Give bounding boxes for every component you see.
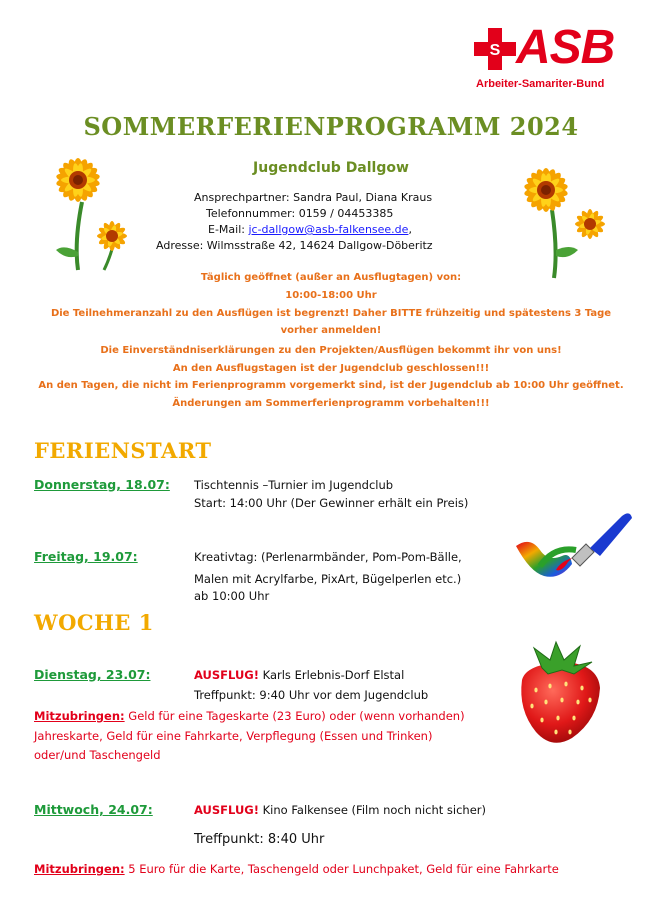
contact-phone: Telefonnummer: 0159 / 04453385 [206, 207, 394, 220]
notice-line: Täglich geöffnet (außer an Ausflugtagen) von: [200, 272, 462, 283]
day-label: Donnerstag, 18.07: [34, 477, 170, 492]
club-name: Jugendclub Dallgow [253, 160, 409, 176]
meeting-point: Treffpunkt: 9:40 Uhr vor dem Jugendclub [194, 688, 429, 702]
paintbrush-icon [510, 506, 636, 588]
meeting-point: Treffpunkt: 8:40 Uhr [194, 832, 325, 847]
bring-along-text: 5 Euro für die Karte, Taschengeld oder Lunchpaket, Geld für eine Fahrkarte [124, 862, 559, 876]
asb-cross-icon [474, 28, 516, 70]
day-activity-time: ab 10:00 Uhr [194, 589, 270, 603]
day-activity: Kreativtag: (Perlenarmbänder, Pom-Pom-Bälle, [194, 550, 462, 564]
day-activity-detail: Malen mit Acrylfarbe, PixArt, Bügelperlen etc.) [194, 572, 462, 586]
contact-person: Ansprechpartner: Sandra Paul, Diana Kraus [194, 191, 433, 204]
notice-line: vorher anmelden! [280, 325, 382, 336]
bring-along-label: Mitzubringen: [34, 709, 125, 723]
notice-line: Die Einverständniserklärungen zu den Projekten/Ausflügen bekommt ihr von uns! [100, 345, 562, 356]
section-heading-woche-1: WOCHE 1 [34, 610, 154, 635]
bring-along-row [34, 862, 559, 876]
day-label: Dienstag, 23.07: [34, 667, 151, 682]
asb-logo-subtitle: Arbeiter-Samariter-Bund [476, 78, 605, 90]
contact-email-label: E-Mail: [208, 223, 245, 236]
bring-along-label: Mitzubringen: [34, 862, 125, 876]
excursion-destination: Karls Erlebnis-Dorf Elstal [258, 668, 405, 682]
strawberry-icon [512, 640, 608, 750]
excursion-tag: AUSFLUG! [194, 803, 259, 817]
contact-email-row [208, 223, 412, 236]
bring-along-text: Geld für eine Tageskarte (23 Euro) oder (wenn vorhanden) [124, 709, 465, 723]
contact-email-link[interactable]: jc-dallgow@asb-falkensee.de [248, 223, 409, 236]
notice-line: Die Teilnehmeranzahl zu den Ausflügen ist begrenzt! Daher BITTE frühzeitig und spätestens 3 Tage [50, 308, 612, 319]
asb-logo-text: ASB [516, 21, 615, 74]
section-heading-ferienstart: FERIENSTART [34, 438, 212, 463]
day-label: Mittwoch, 24.07: [34, 802, 153, 817]
day-label: Freitag, 19.07: [34, 549, 138, 564]
notice-line: An den Ausflugstagen ist der Jugendclub geschlossen!!! [172, 363, 490, 374]
day-activity: Tischtennis –Turnier im Jugendclub [194, 478, 394, 492]
day-activity [194, 803, 486, 817]
excursion-tag: AUSFLUG! [194, 668, 259, 682]
sunflower-icon [500, 150, 612, 280]
contact-email-suffix: , [408, 223, 412, 236]
excursion-destination: Kino Falkensee (Film noch nicht sicher) [258, 803, 487, 817]
contact-address: Adresse: Wilmsstraße 42, 14624 Dallgow-Döberitz [156, 239, 433, 252]
day-activity [194, 668, 404, 682]
notice-line: 10:00-18:00 Uhr [285, 290, 377, 301]
page-title: SOMMERFERIENPROGRAMM 2024 [83, 112, 579, 141]
notice-line: An den Tagen, die nicht im Ferienprogramm vorgemerkt sind, ist der Jugendclub ab 10:00 Uhr geöffnet. [38, 380, 624, 391]
notice-line: Änderungen am Sommerferienprogramm vorbehalten!!! [172, 398, 490, 409]
sunflower-icon [34, 132, 146, 272]
asb-cross-letter: S [489, 42, 501, 59]
asb-logo [474, 21, 632, 96]
bring-along-row [34, 709, 465, 723]
bring-along-text: Jahreskarte, Geld für eine Fahrkarte, Verpflegung (Essen und Trinken) [34, 729, 433, 743]
day-activity-detail: Start: 14:00 Uhr (Der Gewinner erhält ein Preis) [194, 496, 469, 510]
bring-along-text: oder/und Taschengeld [34, 748, 161, 762]
